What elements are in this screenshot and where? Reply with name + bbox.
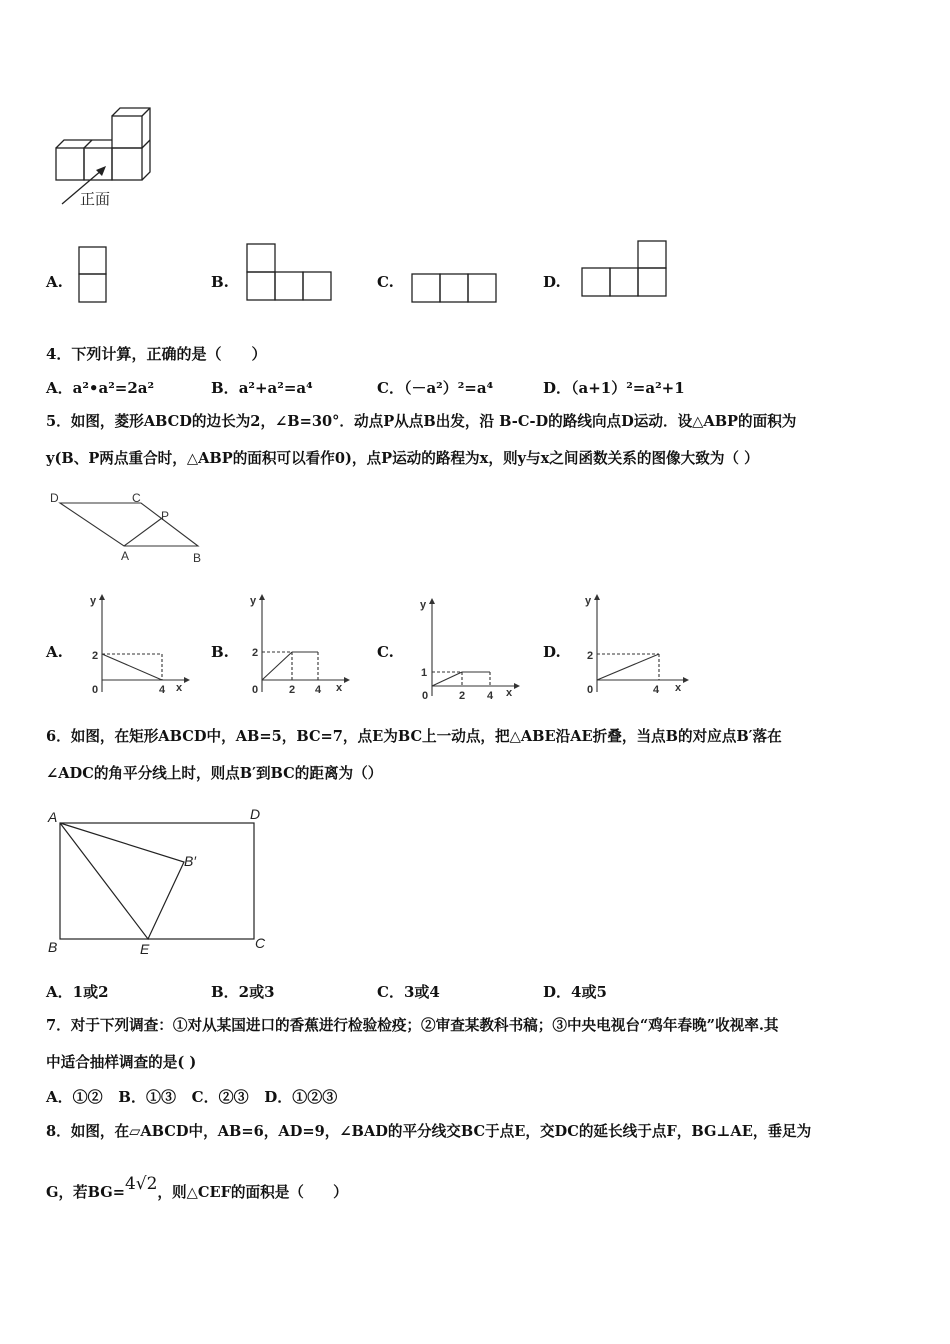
svg-text:y: y: [585, 595, 592, 607]
bg-value: 4√2: [124, 1174, 158, 1194]
svg-text:y: y: [90, 595, 97, 607]
svg-text:4: 4: [315, 684, 322, 696]
q7-stem-line2: 中适合抽样调查的是( ): [46, 1054, 197, 1071]
svg-text:4: 4: [487, 690, 494, 702]
svg-text:x: x: [176, 682, 183, 694]
q4-option-b[interactable]: B．a²+a²=a⁴: [211, 379, 313, 397]
svg-text:0: 0: [587, 684, 594, 696]
q6-option-a[interactable]: A．1或2: [46, 983, 109, 1001]
q6-option-d[interactable]: D．4或5: [543, 983, 607, 1001]
rhombus-label-d: D: [50, 491, 59, 505]
svg-text:4: 4: [159, 684, 166, 696]
q6-stem-line2: ∠ADC的角平分线上时，则点B′到BC的距离为（）: [46, 765, 383, 782]
q5-option-a-label: A.: [46, 643, 63, 661]
svg-text:2: 2: [252, 647, 259, 659]
q8-stem-line1: 8．如图，在▱ABCD中，AB=6，AD=9，∠BAD的平分线交BC于点E，交DC的延长线于点F，BG⊥AE，垂足为: [46, 1123, 812, 1140]
q8-stem-line2: G，若BG=4√2，则△CEF的面积是（ ）: [46, 1174, 348, 1201]
rhombus-label-p: P: [161, 509, 170, 523]
q7-stem-line1: 7．对于下列调查：①对从某国进口的香蕉进行检验检疫；②审查某教科书稿；③中央电视台“鸡年春晚”收视率.其: [46, 1017, 779, 1034]
q3-option-c-shape[interactable]: [411, 273, 501, 305]
q6-stem-line1: 6．如图，在矩形ABCD中，AB=5，BC=7，点E为BC上一动点，把△ABE沿AE折叠，当点B的对应点B′落在: [46, 728, 782, 745]
q3-option-b-shape[interactable]: [246, 243, 334, 303]
svg-text:x: x: [675, 682, 682, 694]
svg-text:0: 0: [252, 684, 259, 696]
svg-text:1: 1: [421, 667, 428, 679]
q3-option-b-label: B.: [211, 273, 229, 291]
q3-option-d-shape[interactable]: [581, 240, 671, 300]
svg-text:x: x: [336, 682, 343, 694]
rhombus-label-c: C: [132, 491, 141, 505]
rect-label-bprime: B′: [184, 853, 196, 869]
q3-option-a-shape[interactable]: [78, 246, 108, 306]
svg-text:2: 2: [92, 650, 99, 662]
q4-option-d[interactable]: D．（a+1）²=a²+1: [543, 379, 685, 397]
q5-option-c-label: C.: [377, 643, 394, 661]
q6-option-c[interactable]: C．3或4: [377, 983, 440, 1001]
q3-option-c-label: C.: [377, 273, 394, 291]
front-label: 正面: [80, 191, 111, 208]
q6-option-b[interactable]: B．2或3: [211, 983, 275, 1001]
q5-graph-d[interactable]: [581, 592, 691, 700]
q4-option-c[interactable]: C．（－a²）²=a⁴: [377, 379, 494, 397]
rect-label-a: A: [48, 809, 58, 825]
q4-option-a[interactable]: A．a²•a²=2a²: [46, 379, 155, 397]
q7-options[interactable]: A．①② B．①③ C．②③ D．①②③: [46, 1088, 338, 1106]
rect-label-e: E: [140, 941, 150, 957]
svg-text:0: 0: [422, 690, 429, 702]
rhombus-figure: [46, 488, 216, 568]
q4-stem: 4．下列计算，正确的是（ ）: [46, 345, 267, 363]
q5-graph-a[interactable]: [86, 592, 192, 700]
q5-option-b-label: B.: [211, 643, 229, 661]
svg-text:0: 0: [92, 684, 99, 696]
svg-text:4: 4: [653, 684, 660, 696]
rhombus-label-b: B: [193, 551, 202, 565]
q3-option-d-label: D.: [543, 273, 561, 291]
rectangle-fold-figure: [44, 804, 274, 959]
cube-stack-figure: [50, 100, 170, 215]
svg-text:2: 2: [459, 690, 466, 702]
svg-text:y: y: [250, 595, 257, 607]
q3-option-a-label: A.: [46, 273, 63, 291]
q5-stem-line2: y(B、P两点重合时，△ABP的面积可以看作0)，点P运动的路程为x，则y与x之间函数关系的图像大致为（ ）: [46, 450, 759, 467]
svg-text:y: y: [420, 599, 427, 611]
rhombus-label-a: A: [121, 549, 130, 563]
svg-text:2: 2: [289, 684, 296, 696]
rect-label-d: D: [250, 806, 261, 822]
q5-graph-c[interactable]: [416, 596, 522, 704]
svg-text:x: x: [506, 687, 513, 699]
q5-stem-line1: 5．如图，菱形ABCD的边长为2，∠B=30°．动点P从点B出发，沿 B-C-D的路线向点D运动．设△ABP的面积为: [46, 413, 797, 430]
rect-label-b: B: [48, 939, 58, 955]
svg-text:2: 2: [587, 650, 594, 662]
q5-option-d-label: D.: [543, 643, 561, 661]
rect-label-c: C: [255, 935, 266, 951]
q5-graph-b[interactable]: [246, 592, 352, 700]
